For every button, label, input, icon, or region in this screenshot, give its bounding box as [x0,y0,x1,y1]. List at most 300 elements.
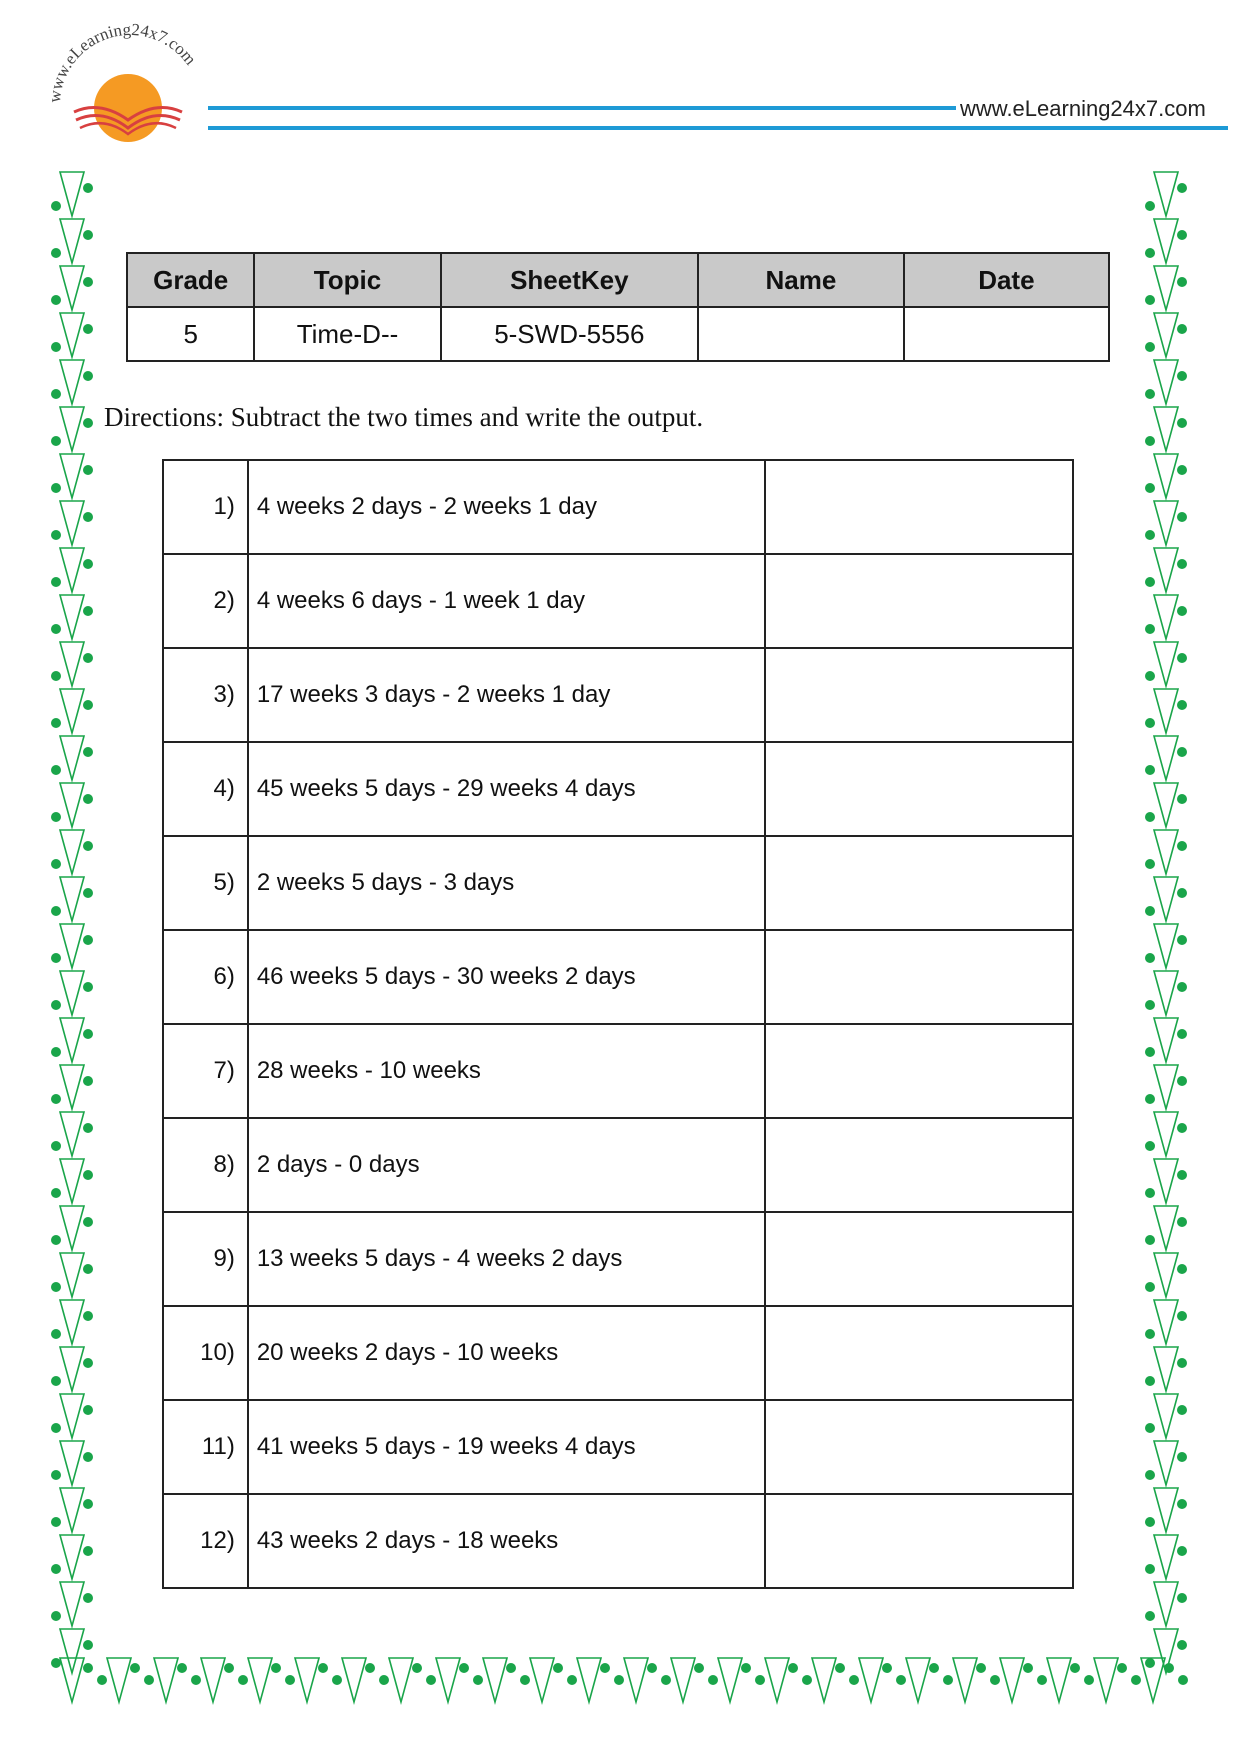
border-triangle [60,360,84,404]
problem-expression: 17 weeks 3 days - 2 weeks 1 day [248,648,765,742]
border-dot [473,1675,483,1685]
border-dot [83,747,93,757]
border-triangle [1154,1206,1178,1250]
border-triangle [154,1658,178,1702]
problem-number: 8) [163,1118,248,1212]
border-dot [1145,1282,1155,1292]
border-triangle [1154,1159,1178,1203]
problem-number: 6) [163,930,248,1024]
problem-number: 11) [163,1400,248,1494]
border-dot [426,1675,436,1685]
border-dot [83,277,93,287]
border-dot [1177,1170,1187,1180]
answer-cell[interactable] [765,1494,1073,1588]
border-dot [83,1076,93,1086]
border-triangle [60,501,84,545]
border-dot [144,1675,154,1685]
border-dot [1145,906,1155,916]
border-dot [83,888,93,898]
border-dot [1177,1640,1187,1650]
border-dot [1145,1188,1155,1198]
problem-row [163,1494,1073,1588]
border-dot [1164,1663,1174,1673]
border-triangle [483,1658,507,1702]
border-dot [51,483,61,493]
border-dot [51,1235,61,1245]
problem-expression: 46 weeks 5 days - 30 weeks 2 days [248,930,765,1024]
border-dot [83,1170,93,1180]
border-dot [83,841,93,851]
border-triangle [1094,1658,1118,1702]
problem-row [163,554,1073,648]
problem-row [163,930,1073,1024]
problem-expression: 2 weeks 5 days - 3 days [248,836,765,930]
problem-expression: 4 weeks 2 days - 2 weeks 1 day [248,460,765,554]
border-dot [1177,512,1187,522]
answer-cell[interactable] [765,460,1073,554]
answer-cell[interactable] [765,742,1073,836]
border-triangle [671,1658,695,1702]
border-dot [1145,812,1155,822]
border-dot [83,418,93,428]
border-triangle [60,642,84,686]
topic-value: Time-D-- [254,307,440,361]
border-dot [285,1675,295,1685]
border-dot [83,1358,93,1368]
border-dot [835,1663,845,1673]
border-dot [1177,371,1187,381]
border-dot [51,1000,61,1010]
border-triangle [1154,407,1178,451]
answer-cell[interactable] [765,1306,1073,1400]
border-triangle [60,1394,84,1438]
border-dot [1145,201,1155,211]
problem-row [163,1306,1073,1400]
border-dot [882,1663,892,1673]
border-dot [1145,624,1155,634]
border-triangle [60,971,84,1015]
border-triangle [60,1206,84,1250]
border-dot [238,1675,248,1685]
border-dot [83,1311,93,1321]
border-triangle [60,1253,84,1297]
border-dot [1145,530,1155,540]
border-dot [83,1546,93,1556]
name-header: Name [698,253,904,307]
answer-cell[interactable] [765,836,1073,930]
border-dot [788,1663,798,1673]
border-dot [1145,765,1155,775]
border-dot [976,1663,986,1673]
border-dot [51,859,61,869]
problem-number: 7) [163,1024,248,1118]
border-dot [130,1663,140,1673]
border-dot [83,794,93,804]
border-dot [1177,1546,1187,1556]
grade-value: 5 [127,307,254,361]
border-triangle [1154,783,1178,827]
border-triangle [1154,1488,1178,1532]
border-triangle [60,548,84,592]
problem-number: 1) [163,460,248,554]
border-triangle [436,1658,460,1702]
border-dot [51,1282,61,1292]
border-dot [83,1123,93,1133]
border-dot [1177,1452,1187,1462]
svg-text:www.eLearning24x7.com: www.eLearning24x7.com [44,20,201,104]
border-triangle [577,1658,601,1702]
border-dot [1145,1470,1155,1480]
problem-number: 3) [163,648,248,742]
border-dot [1145,1658,1155,1668]
border-dot [990,1675,1000,1685]
border-dot [1145,483,1155,493]
border-dot [600,1663,610,1673]
border-dot [51,718,61,728]
border-dot [708,1675,718,1685]
border-triangle [624,1658,648,1702]
border-dot [224,1663,234,1673]
border-dot [1177,1593,1187,1603]
border-triangle [60,1065,84,1109]
border-triangle [248,1658,272,1702]
border-dot [1145,1094,1155,1104]
topic-header: Topic [254,253,440,307]
border-dot [97,1675,107,1685]
problem-row [163,1400,1073,1494]
problem-row [163,742,1073,836]
border-triangle [60,1347,84,1391]
border-triangle [1154,830,1178,874]
answer-cell[interactable] [765,554,1073,648]
problem-number: 12) [163,1494,248,1588]
answer-cell[interactable] [765,1024,1073,1118]
border-triangle [718,1658,742,1702]
border-dot [83,324,93,334]
border-dot [51,1470,61,1480]
border-dot [51,953,61,963]
border-dot [1145,1611,1155,1621]
border-triangle [1154,219,1178,263]
border-dot [51,389,61,399]
border-dot [51,1611,61,1621]
border-triangle [60,219,84,263]
site-url[interactable]: www.eLearning24x7.com [960,96,1206,121]
border-dot [83,700,93,710]
border-triangle [1154,501,1178,545]
border-triangle [1154,313,1178,357]
border-dot [1177,1358,1187,1368]
problem-expression: 43 weeks 2 days - 18 weeks [248,1494,765,1588]
name-field[interactable] [698,307,904,361]
border-dot [191,1675,201,1685]
border-triangle [530,1658,554,1702]
border-triangle [1154,1347,1178,1391]
border-dot [51,1188,61,1198]
border-triangle [1154,1394,1178,1438]
border-triangle [107,1658,131,1702]
border-dot [1177,1029,1187,1039]
problem-row [163,836,1073,930]
border-dot [51,530,61,540]
problem-expression: 2 days - 0 days [248,1118,765,1212]
border-dot [51,906,61,916]
sheetkey-header: SheetKey [441,253,699,307]
border-dot [849,1675,859,1685]
border-dot [1177,606,1187,616]
border-dot [51,1376,61,1386]
border-triangle [1154,924,1178,968]
grade-header: Grade [127,253,254,307]
border-dot [51,201,61,211]
border-dot [1145,1423,1155,1433]
border-dot [1145,1329,1155,1339]
border-dot [661,1675,671,1685]
problem-expression: 13 weeks 5 days - 4 weeks 2 days [248,1212,765,1306]
border-triangle [1154,548,1178,592]
border-dot [1037,1675,1047,1685]
answer-cell[interactable] [765,648,1073,742]
border-dot [1177,230,1187,240]
border-dot [929,1663,939,1673]
border-triangle [60,1159,84,1203]
answer-cell[interactable] [765,1212,1073,1306]
border-dot [83,1405,93,1415]
border-dot [1177,1076,1187,1086]
border-dot [1177,1405,1187,1415]
border-triangle [1154,877,1178,921]
border-dot [271,1663,281,1673]
border-triangle [295,1658,319,1702]
border-dot [1145,436,1155,446]
border-dot [83,1264,93,1274]
border-dot [51,1047,61,1057]
border-dot [1177,465,1187,475]
border-dot [51,1658,61,1668]
border-triangle [1154,1535,1178,1579]
border-dot [459,1663,469,1673]
border-dot [1177,747,1187,757]
border-triangle [60,1300,84,1344]
border-dot [755,1675,765,1685]
border-dot [83,230,93,240]
border-dot [1177,1264,1187,1274]
problem-number: 4) [163,742,248,836]
border-dot [51,1329,61,1339]
border-dot [51,1564,61,1574]
directions: Directions: Subtract the two times and write the output. [104,402,704,432]
border-triangle [60,1441,84,1485]
border-triangle [1047,1658,1071,1702]
border-triangle [1154,172,1178,216]
border-dot [567,1675,577,1685]
border-dot [741,1663,751,1673]
border-dot [1177,700,1187,710]
border-dot [83,1217,93,1227]
border-triangle [1154,454,1178,498]
border-dot [412,1663,422,1673]
border-dot [1177,794,1187,804]
border-dot [1145,1000,1155,1010]
border-triangle [60,877,84,921]
border-dot [83,653,93,663]
border-dot [520,1675,530,1685]
problems-table [162,459,1074,1589]
answer-cell[interactable] [765,1118,1073,1212]
border-triangle [765,1658,789,1702]
border-dot [1084,1675,1094,1685]
problem-expression: 41 weeks 5 days - 19 weeks 4 days [248,1400,765,1494]
border-dot [83,559,93,569]
border-triangle [60,172,84,216]
border-dot [1177,559,1187,569]
border-dot [1177,1499,1187,1509]
border-triangle [1154,1018,1178,1062]
border-dot [1177,277,1187,287]
border-triangle [60,1658,84,1702]
border-triangle [60,1629,84,1673]
border-dot [51,1094,61,1104]
border-dot [1145,1564,1155,1574]
border-dot [1145,1376,1155,1386]
border-dot [553,1663,563,1673]
border-dot [1177,418,1187,428]
border-dot [614,1675,624,1685]
border-triangle [1154,360,1178,404]
border-dot [177,1663,187,1673]
info-table [126,252,1110,362]
border-triangle [60,736,84,780]
border-triangle [1154,971,1178,1015]
border-triangle [60,1112,84,1156]
border-triangle [1000,1658,1024,1702]
border-dot [51,295,61,305]
border-triangle [60,407,84,451]
border-dot [51,765,61,775]
date-header: Date [904,253,1109,307]
border-dot [1145,1141,1155,1151]
border-dot [1145,1517,1155,1527]
border-dot [83,183,93,193]
border-triangle [60,595,84,639]
border-dot [83,465,93,475]
border-triangle [389,1658,413,1702]
border-triangle [859,1658,883,1702]
border-triangle [60,689,84,733]
border-triangle [60,454,84,498]
problem-row [163,1212,1073,1306]
border-dot [51,577,61,587]
border-triangle [342,1658,366,1702]
problem-row [163,648,1073,742]
answer-cell[interactable] [765,930,1073,1024]
border-dot [1117,1663,1127,1673]
border-dot [83,512,93,522]
answer-cell[interactable] [765,1400,1073,1494]
date-field[interactable] [904,307,1109,361]
problem-expression: 4 weeks 6 days - 1 week 1 day [248,554,765,648]
border-dot [365,1663,375,1673]
border-dot [83,1640,93,1650]
problem-expression: 20 weeks 2 days - 10 weeks [248,1306,765,1400]
border-dot [506,1663,516,1673]
border-triangle [1154,642,1178,686]
border-dot [83,371,93,381]
border-dot [802,1675,812,1685]
problem-row [163,1024,1073,1118]
border-triangle [60,266,84,310]
problem-row [163,1118,1073,1212]
border-dot [1131,1675,1141,1685]
border-triangle [60,830,84,874]
problem-number: 10) [163,1306,248,1400]
border-dot [1177,841,1187,851]
border-dot [1177,888,1187,898]
border-triangle [1154,266,1178,310]
border-dot [318,1663,328,1673]
border-triangle [1154,736,1178,780]
border-triangle [201,1658,225,1702]
info-header-row [127,253,1109,307]
border-dot [1145,389,1155,399]
border-triangle [60,924,84,968]
border-triangle [60,1018,84,1062]
border-triangle [1154,1441,1178,1485]
problem-expression: 28 weeks - 10 weeks [248,1024,765,1118]
border-triangle [1154,1582,1178,1626]
border-dot [1177,982,1187,992]
border-dot [694,1663,704,1673]
border-dot [1145,859,1155,869]
border-dot [51,1423,61,1433]
border-dot [896,1675,906,1685]
border-dot [83,606,93,616]
border-dot [1177,1311,1187,1321]
border-dot [83,935,93,945]
border-triangle [1154,1253,1178,1297]
border-dot [1177,935,1187,945]
border-dot [1145,953,1155,963]
border-dot [83,1593,93,1603]
border-dot [51,436,61,446]
border-dot [1070,1663,1080,1673]
problem-expression: 45 weeks 5 days - 29 weeks 4 days [248,742,765,836]
border-triangle [1154,1112,1178,1156]
border-dot [1177,183,1187,193]
border-dot [83,1663,93,1673]
border-dot [51,342,61,352]
border-dot [1023,1663,1033,1673]
info-value-row [127,307,1109,361]
border-triangle [60,1488,84,1532]
border-dot [1178,1675,1188,1685]
border-triangle [60,1535,84,1579]
border-dot [943,1675,953,1685]
border-dot [51,1517,61,1527]
problem-number: 5) [163,836,248,930]
border-dot [1145,342,1155,352]
border-dot [1177,324,1187,334]
border-dot [1177,653,1187,663]
border-dot [379,1675,389,1685]
border-dot [332,1675,342,1685]
border-dot [647,1663,657,1673]
border-dot [51,1141,61,1151]
border-dot [1145,1047,1155,1057]
border-triangle [60,313,84,357]
border-triangle [1154,689,1178,733]
border-triangle [1154,595,1178,639]
